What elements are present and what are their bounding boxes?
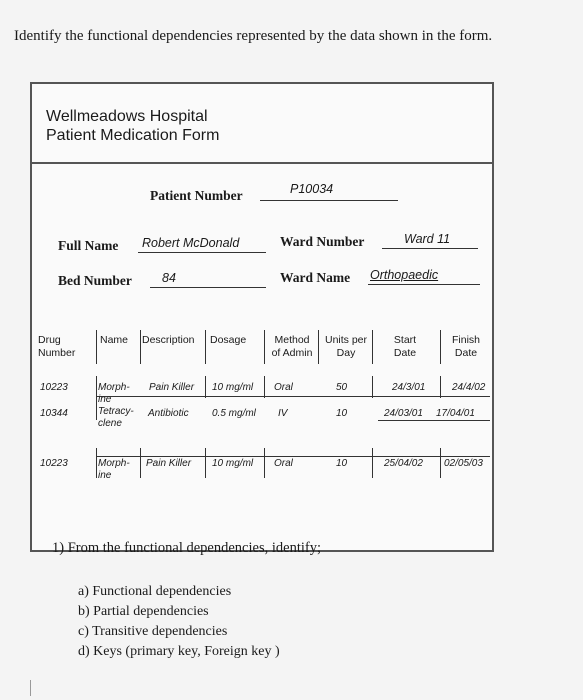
- cell-drug-number: 10223: [40, 458, 68, 469]
- col-sep: [440, 448, 441, 478]
- bed-number-label: Bed Number: [58, 273, 132, 288]
- col-sep: [205, 330, 206, 364]
- full-name-label: Full Name: [58, 238, 119, 253]
- form-title: [46, 107, 219, 145]
- ward-name-label: Ward Name: [280, 270, 351, 285]
- sub-question: 1) From the functional dependencies, identify;: [52, 540, 321, 556]
- question-text: Identify the functional dependencies represented by the data shown in the form.: [14, 28, 493, 44]
- col-sep: [372, 448, 373, 478]
- header-name: Name: [100, 334, 129, 346]
- patient-number-line: [260, 200, 398, 201]
- col-sep: [264, 330, 265, 364]
- cell-units: 10: [336, 458, 348, 469]
- col-sep: [140, 448, 141, 478]
- cell-name: Morph- ine: [98, 382, 130, 405]
- col-sep: [96, 376, 97, 420]
- header-finish-date: Finish Date: [451, 334, 480, 359]
- col-sep: [372, 376, 373, 398]
- ward-number-line: [382, 248, 478, 249]
- full-name-value: Robert McDonald: [142, 236, 240, 250]
- cell-name: Morph- ine: [98, 458, 130, 481]
- cell-start-date: 25/04/02: [384, 458, 423, 469]
- col-sep: [440, 330, 441, 364]
- form-header: [32, 84, 492, 164]
- header-units: Units per Day: [324, 334, 367, 359]
- cell-units: 50: [336, 382, 348, 393]
- col-sep: [372, 330, 373, 364]
- cell-dosage: 10 mg/ml: [212, 458, 254, 469]
- ward-name-value: Orthopaedic: [370, 268, 439, 282]
- col-sep: [140, 330, 141, 364]
- col-sep: [264, 376, 265, 398]
- col-sep: [264, 448, 265, 478]
- option-b: b) Partial dependencies: [78, 604, 209, 619]
- form-title-line2: Patient Medication Form: [46, 127, 220, 144]
- edge-mark: [30, 680, 31, 696]
- cell-description: Pain Killer: [149, 382, 195, 393]
- cell-finish-date: 02/05/03: [444, 458, 483, 469]
- header-dosage: Dosage: [210, 334, 247, 346]
- bed-number-line: [150, 287, 266, 288]
- cell-finish-date: 24/4/02: [452, 382, 486, 393]
- col-sep: [318, 330, 319, 364]
- header-description: Description: [142, 334, 195, 346]
- patient-number-value: P10034: [290, 182, 334, 196]
- row-sep: [378, 420, 490, 421]
- cell-drug-number: 10344: [40, 408, 68, 419]
- medication-table: [32, 324, 492, 484]
- cell-dosage: 0.5 mg/ml: [212, 408, 256, 419]
- ward-name-line: [368, 284, 480, 285]
- ward-number-label: Ward Number: [280, 234, 365, 249]
- cell-method: Oral: [274, 458, 293, 469]
- medication-form: [30, 82, 494, 552]
- col-sep: [440, 376, 441, 398]
- form-title-line1: Wellmeadows Hospital: [46, 108, 208, 125]
- header-start-date: Start Date: [393, 334, 417, 359]
- cell-drug-number: 10223: [40, 382, 68, 393]
- cell-units: 10: [336, 408, 348, 419]
- option-c: c) Transitive dependencies: [78, 624, 228, 639]
- col-sep: [205, 448, 206, 478]
- cell-description: Pain Killer: [146, 458, 192, 469]
- header-drug-number: Drug Number: [38, 334, 76, 359]
- col-sep: [96, 448, 97, 478]
- cell-method: Oral: [274, 382, 293, 393]
- option-a: a) Functional dependencies: [78, 584, 232, 599]
- col-sep: [205, 376, 206, 398]
- ward-number-value: Ward 11: [404, 232, 451, 246]
- cell-start-date: 24/3/01: [392, 382, 426, 393]
- col-sep: [96, 330, 97, 364]
- row-sep: [96, 456, 490, 457]
- patient-number-label: Patient Number: [150, 188, 243, 203]
- bed-number-value: 84: [162, 271, 176, 285]
- cell-description: Antibiotic: [148, 408, 189, 419]
- cell-name: Tetracy- clene: [98, 406, 134, 429]
- row-sep: [96, 396, 490, 397]
- cell-finish-date: 17/04/01: [436, 408, 475, 419]
- cell-method: IV: [278, 408, 288, 419]
- header-method: Method of Admin: [271, 334, 313, 359]
- cell-dosage: 10 mg/ml: [212, 382, 254, 393]
- full-name-line: [138, 252, 266, 253]
- option-d: d) Keys (primary key, Foreign key ): [78, 644, 280, 659]
- cell-start-date: 24/03/01: [384, 408, 423, 419]
